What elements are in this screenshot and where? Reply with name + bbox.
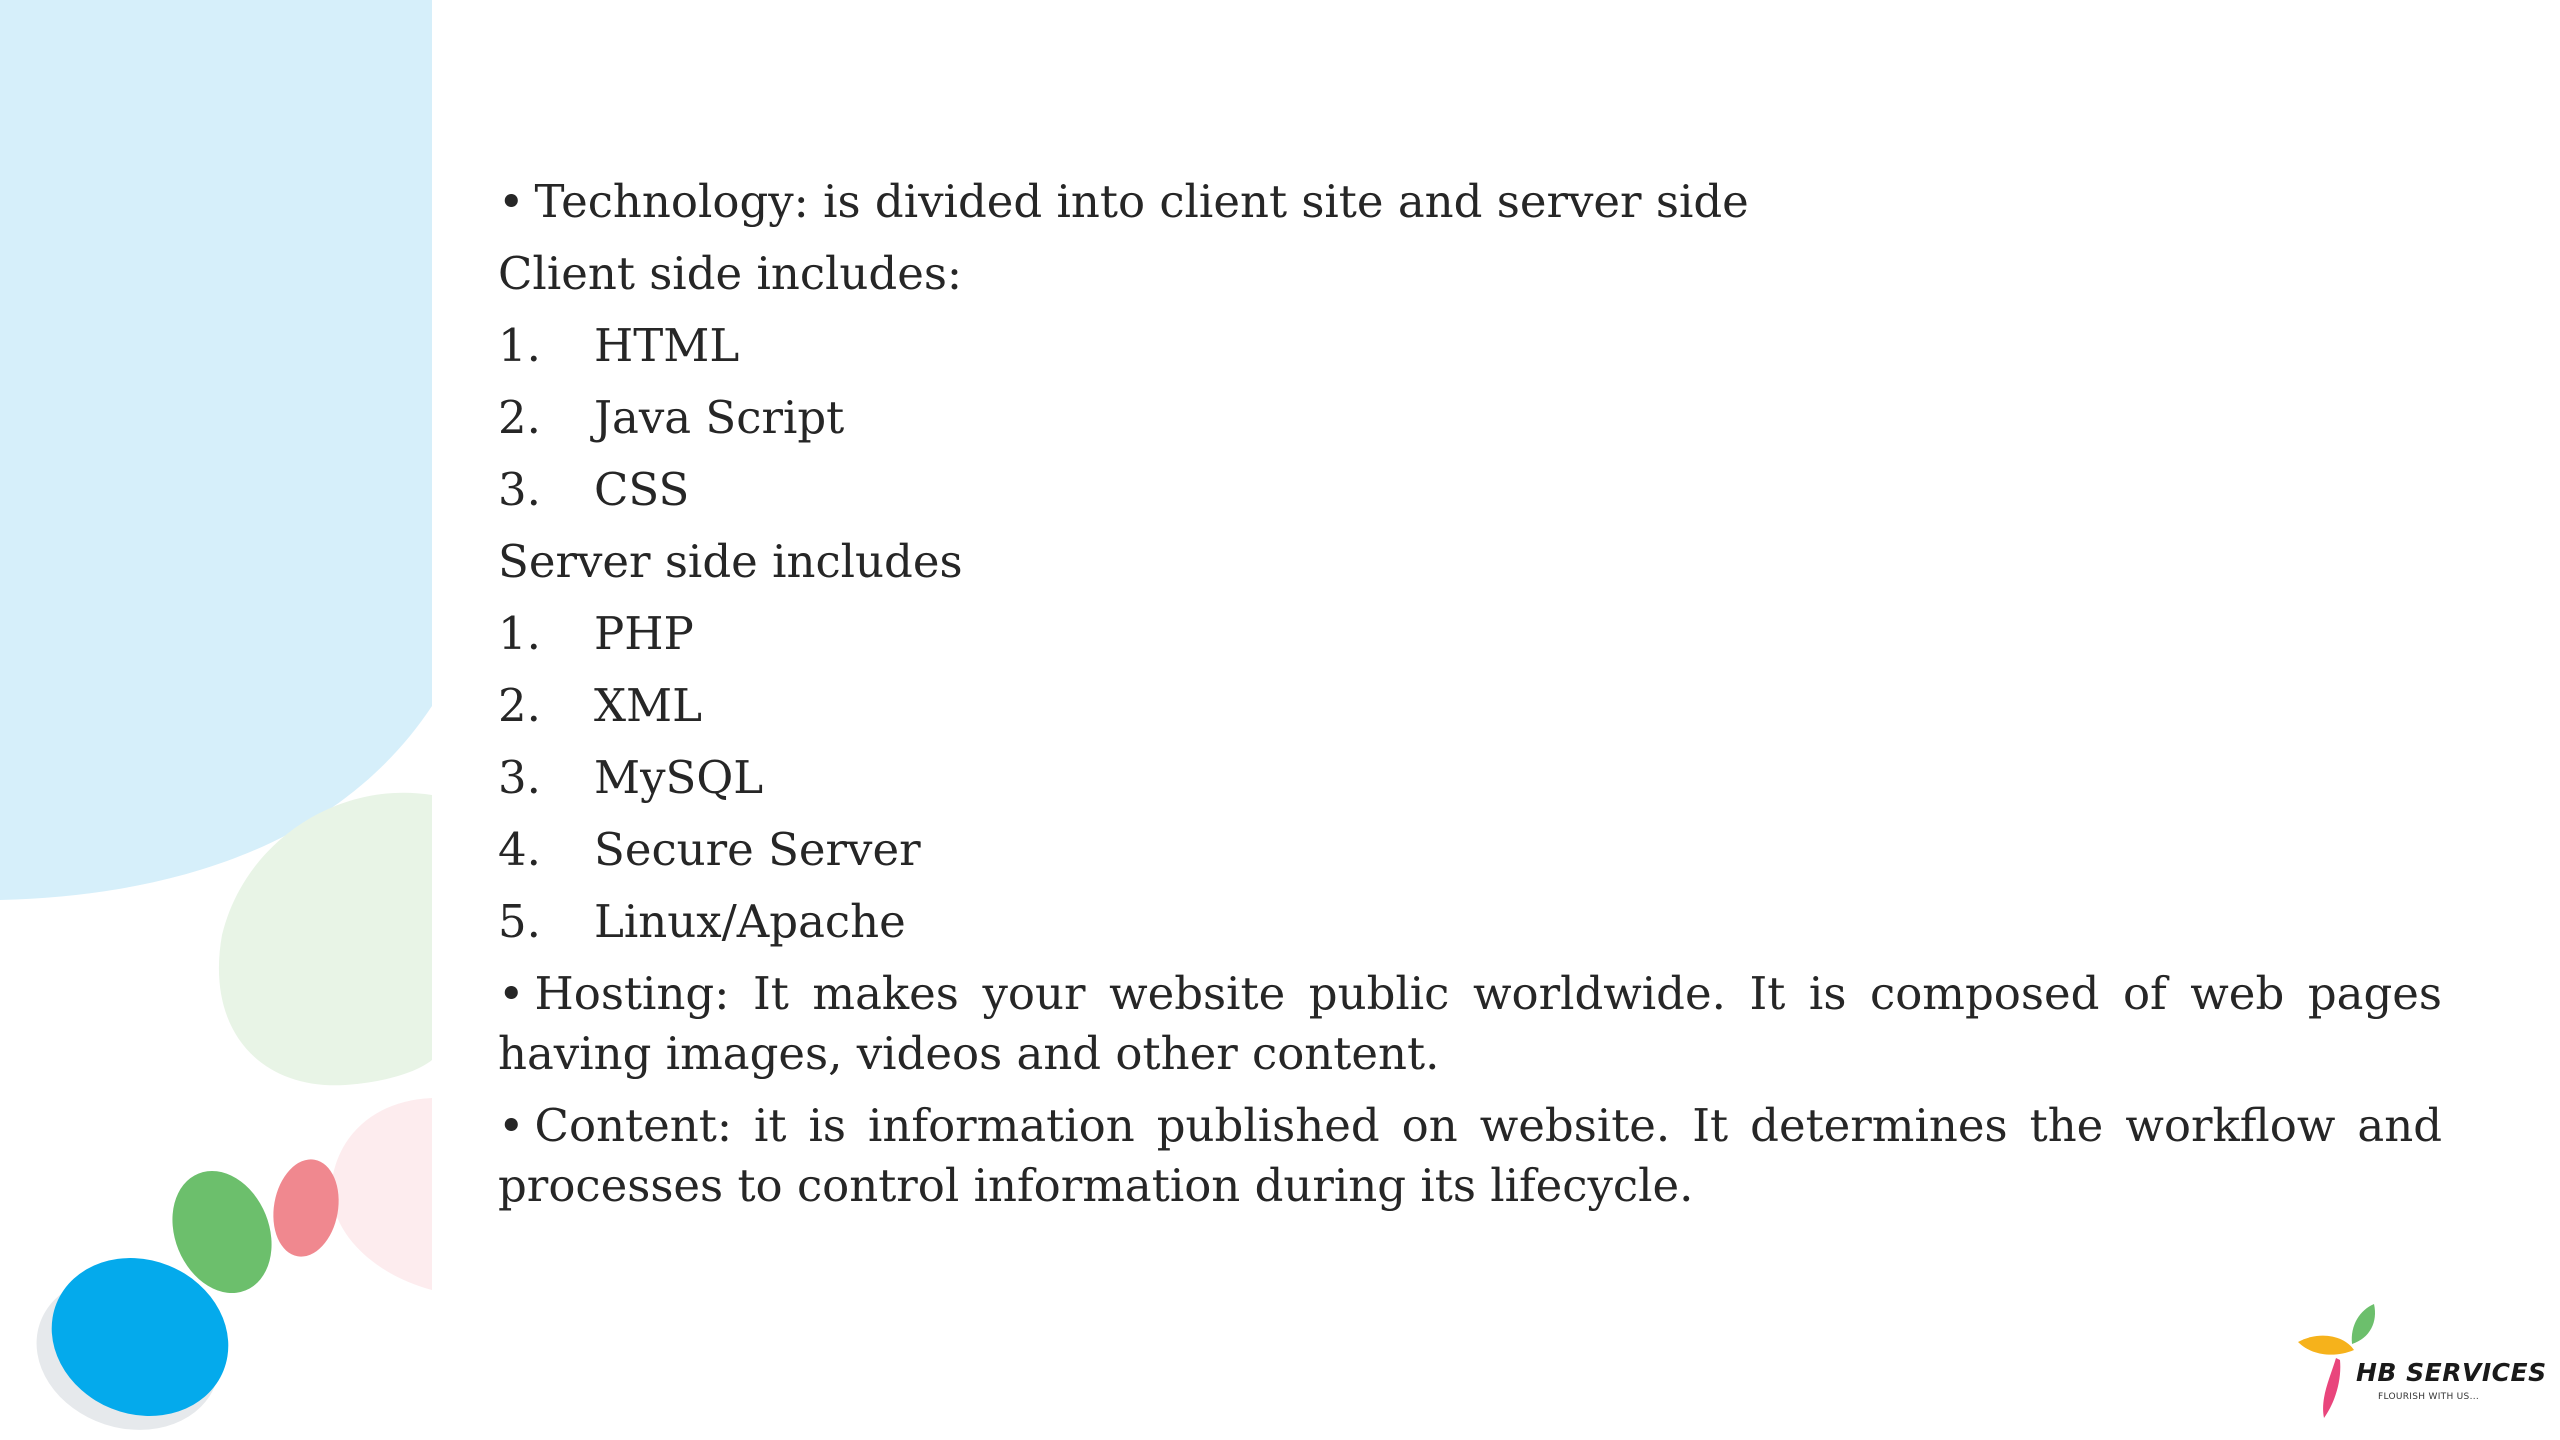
server-list-item [498,604,2442,676]
list-number: 2. [498,391,541,444]
light-pink-blob [332,1098,432,1290]
list-label: Java Script [594,391,845,444]
technology-text: Technology: is divided into client site and server side [534,175,1749,228]
client-list-item [498,460,2442,532]
list-number: 4. [498,823,541,876]
client-list-item [498,388,2442,460]
list-number: 3. [498,751,541,804]
list-label: Linux/Apache [594,895,906,948]
list-label: XML [594,679,702,732]
bullet: • [498,175,525,228]
list-number: 5. [498,895,541,948]
decorative-shapes [0,0,440,1440]
client-side-heading: Client side includes: [498,247,963,300]
technology-line [498,172,2442,244]
list-label: MySQL [594,751,764,804]
bullet: • [498,967,525,1020]
server-list-item [498,676,2442,748]
logo-name: HB SERVICES [2356,1358,2547,1387]
list-number: 1. [498,319,541,372]
client-list-item [498,316,2442,388]
list-label: Secure Server [594,823,921,876]
content-text: Content: it is information published on website. It determines the workflow and processes to control information during its lifecycle. [498,1099,2442,1212]
light-blue-panel [0,0,432,900]
slide-body [498,172,2442,1228]
list-number: 1. [498,607,541,660]
server-list-item [498,892,2442,964]
server-list-item [498,820,2442,892]
hosting-text: Hosting: It makes your website public worldwide. It is composed of web pages having images, videos and other content. [498,967,2442,1080]
list-label: PHP [594,607,694,660]
server-side-heading: Server side includes [498,535,963,588]
list-label: CSS [594,463,690,516]
bullet: • [498,1099,525,1152]
hosting-paragraph [498,964,2442,1084]
logo-tagline: FLOURISH WITH US... [2378,1392,2480,1402]
server-list-item [498,748,2442,820]
list-number: 2. [498,679,541,732]
content-paragraph [498,1096,2442,1216]
hb-services-logo [2290,1300,2547,1425]
list-label: HTML [594,319,740,372]
list-number: 3. [498,463,541,516]
